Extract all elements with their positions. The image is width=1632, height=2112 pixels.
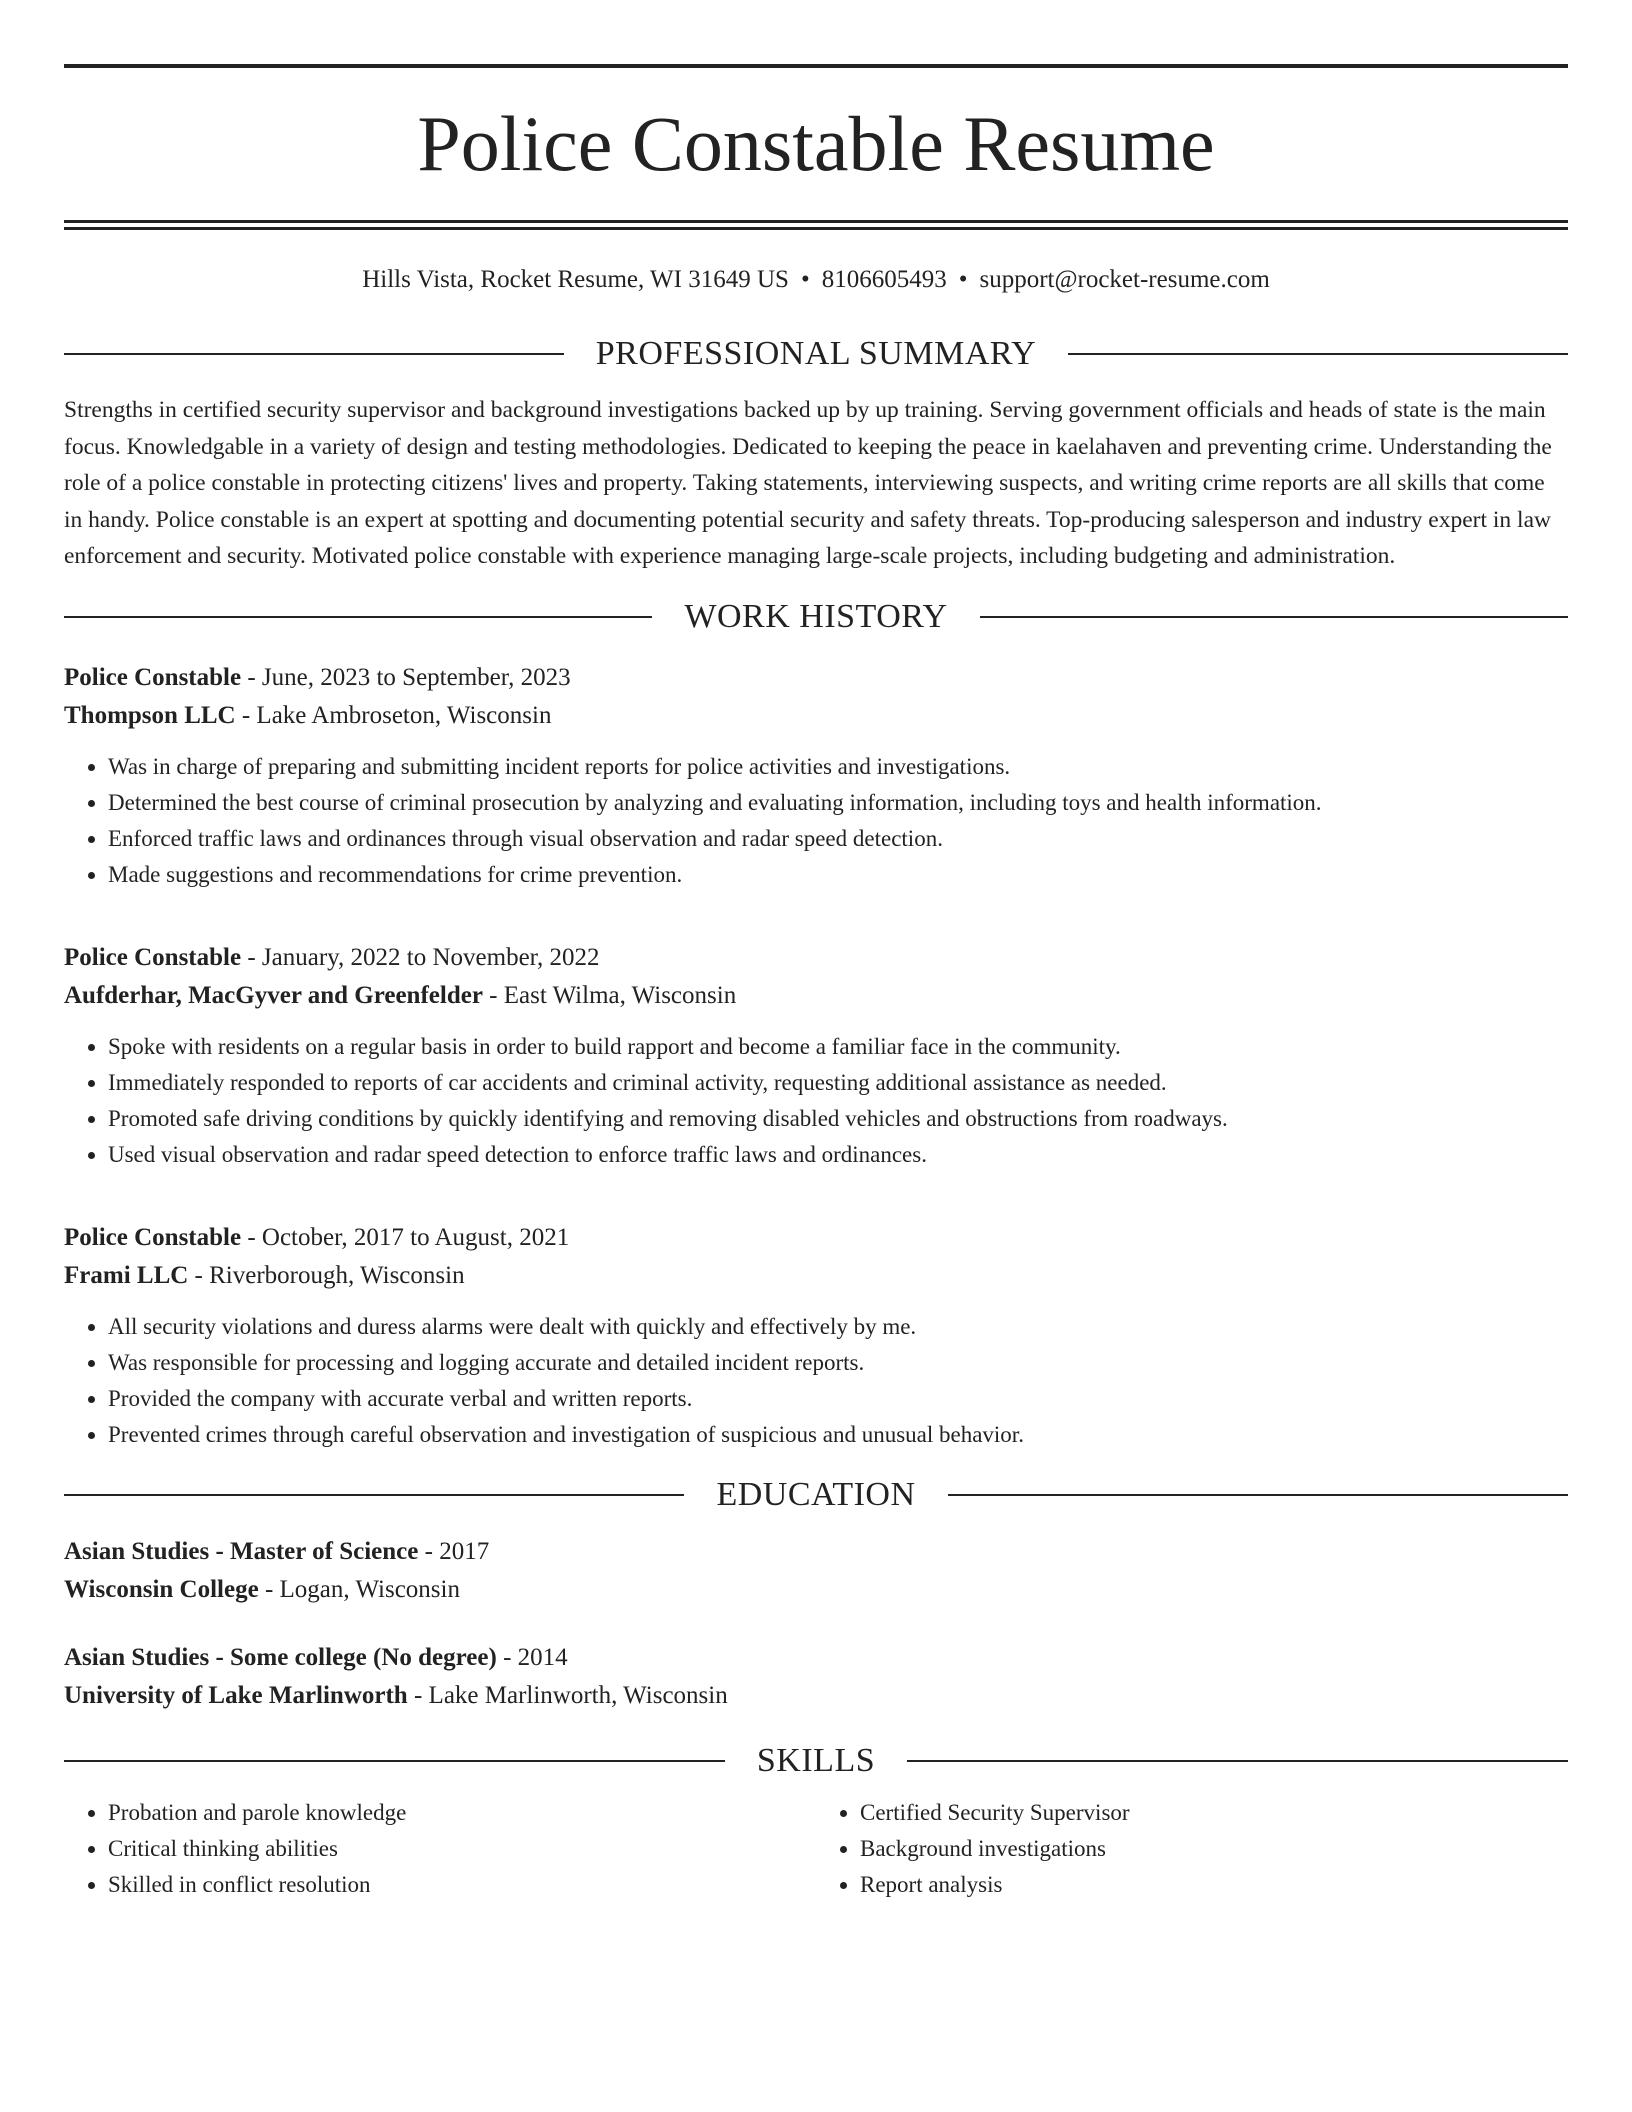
- section-title-education: EDUCATION: [716, 1475, 916, 1513]
- section-heading-skills: [64, 1739, 1568, 1783]
- education-degree-line: [64, 1639, 1568, 1677]
- list-item: • Enforced traffic laws and ordinances through visual observation and radar speed detection.: [108, 821, 1568, 857]
- job-bullets: [64, 1029, 1568, 1173]
- list-item: • Made suggestions and recommendations for crime prevention.: [108, 857, 1568, 893]
- job-dates: - January, 2022 to November, 2022: [241, 943, 600, 971]
- contact-phone: 8106605493: [821, 266, 947, 293]
- heading-rule-right: [980, 616, 1568, 618]
- skills-columns: [64, 1795, 1568, 1903]
- resume-page: [64, 64, 1568, 1903]
- job-location: - Riverborough, Wisconsin: [188, 1261, 465, 1289]
- education-degree: Asian Studies - Some college (No degree): [64, 1643, 497, 1671]
- job-title-line: [64, 659, 1568, 697]
- contact-separator: •: [800, 266, 810, 293]
- education-degree-line: [64, 1533, 1568, 1571]
- job-title: Police Constable: [64, 943, 242, 971]
- heading-rule-right: [1068, 353, 1568, 355]
- summary-paragraph: Strengths in certified security supervisor and background investigations backed up by up training. Serving government officials and heads of state is the main focus. Knowledgable in a variety of design and testing methodologies. Dedicated to keeping the peace in kaelahaven and preventing crime. Understanding the role of a police constable in protecting citizens' lives and property. Taking statements, interviewing suspects, and writing crime reports are all skills that come in handy. Police constable is an expert at spotting and documenting potential security and safety threats. Top-producing salesperson and industry expert in law enforcement and security. Motivated police constable with experience managing large-scale projects, including budgeting and administration.: [64, 397, 1552, 569]
- job-title: Police Constable: [64, 663, 242, 691]
- skill-item: • Report analysis: [860, 1867, 1568, 1903]
- skill-item: • Certified Security Supervisor: [860, 1795, 1568, 1831]
- education-year: - 2014: [496, 1643, 568, 1671]
- list-item: • Immediately responded to reports of car accidents and criminal activity, requesting additional assistance as needed.: [108, 1065, 1568, 1101]
- job-dates: - June, 2023 to September, 2023: [241, 663, 571, 691]
- job-company: Aufderhar, MacGyver and Greenfelder: [64, 981, 483, 1009]
- skill-item: • Skilled in conflict resolution: [108, 1867, 816, 1903]
- education-year: - 2017: [418, 1537, 490, 1565]
- list-item: • Was in charge of preparing and submitting incident reports for police activities and investigations.: [108, 749, 1568, 785]
- skill-item: • Probation and parole knowledge: [108, 1795, 816, 1831]
- section-title-skills: SKILLS: [756, 1741, 876, 1779]
- section-heading-work: [64, 595, 1568, 639]
- list-item: • Prevented crimes through careful observation and investigation of suspicious and unusual behavior.: [108, 1417, 1568, 1453]
- job-company-line: [64, 697, 1568, 735]
- job-bullets: [64, 749, 1568, 893]
- education-entry: [64, 1533, 1568, 1609]
- section-title-work: WORK HISTORY: [684, 597, 948, 635]
- education-degree: Asian Studies - Master of Science: [64, 1537, 419, 1565]
- resume-title: Police Constable Resume: [417, 100, 1215, 187]
- job-company: Thompson LLC: [64, 701, 236, 729]
- section-heading-education: [64, 1473, 1568, 1517]
- skills-list-left: [64, 1795, 816, 1903]
- job-entry: [64, 939, 1568, 1173]
- skill-item: • Critical thinking abilities: [108, 1831, 816, 1867]
- top-rule: [64, 64, 1568, 68]
- section-heading-summary: [64, 332, 1568, 376]
- list-item: • Spoke with residents on a regular basis in order to build rapport and become a familiar face in the community.: [108, 1029, 1568, 1065]
- job-company-line: [64, 977, 1568, 1015]
- heading-rule-right: [907, 1760, 1568, 1762]
- job-title: Police Constable: [64, 1223, 242, 1251]
- heading-rule-left: [64, 353, 564, 355]
- job-entry: [64, 659, 1568, 893]
- contact-email: support@rocket-resume.com: [979, 266, 1270, 293]
- heading-rule-right: [948, 1494, 1568, 1496]
- education-school-line: [64, 1571, 1568, 1609]
- job-dates: - October, 2017 to August, 2021: [241, 1223, 570, 1251]
- job-entry: [64, 1219, 1568, 1453]
- education-location: - Logan, Wisconsin: [258, 1575, 460, 1603]
- job-title-line: [64, 1219, 1568, 1257]
- list-item: • Used visual observation and radar speed detection to enforce traffic laws and ordinances.: [108, 1137, 1568, 1173]
- list-item: • Promoted safe driving conditions by quickly identifying and removing disabled vehicles and obstructions from roadways.: [108, 1101, 1568, 1137]
- list-item: • Determined the best course of criminal prosecution by analyzing and evaluating information, including toys and health information.: [108, 785, 1568, 821]
- job-title-line: [64, 939, 1568, 977]
- education-location: - Lake Marlinworth, Wisconsin: [407, 1681, 728, 1709]
- heading-rule-left: [64, 616, 652, 618]
- title-double-rule: [64, 220, 1568, 230]
- education-school: University of Lake Marlinworth: [64, 1681, 408, 1709]
- heading-rule-left: [64, 1760, 725, 1762]
- job-company-line: [64, 1257, 1568, 1295]
- list-item: • Was responsible for processing and logging accurate and detailed incident reports.: [108, 1345, 1568, 1381]
- skills-list-right: [816, 1795, 1568, 1903]
- contact-line: [64, 262, 1568, 298]
- education-school: Wisconsin College: [64, 1575, 259, 1603]
- education-school-line: [64, 1677, 1568, 1715]
- job-location: - Lake Ambroseton, Wisconsin: [235, 701, 552, 729]
- list-item: • Provided the company with accurate verbal and written reports.: [108, 1381, 1568, 1417]
- job-location: - East Wilma, Wisconsin: [482, 981, 737, 1009]
- job-bullets: [64, 1309, 1568, 1453]
- list-item: • All security violations and duress alarms were dealt with quickly and effectively by me.: [108, 1309, 1568, 1345]
- contact-separator: •: [958, 266, 968, 293]
- heading-rule-left: [64, 1494, 684, 1496]
- contact-address: Hills Vista, Rocket Resume, WI 31649 US: [362, 266, 789, 293]
- section-title-summary: PROFESSIONAL SUMMARY: [595, 335, 1037, 372]
- job-company: Frami LLC: [64, 1261, 189, 1289]
- education-entry: [64, 1639, 1568, 1715]
- skill-item: • Background investigations: [860, 1831, 1568, 1867]
